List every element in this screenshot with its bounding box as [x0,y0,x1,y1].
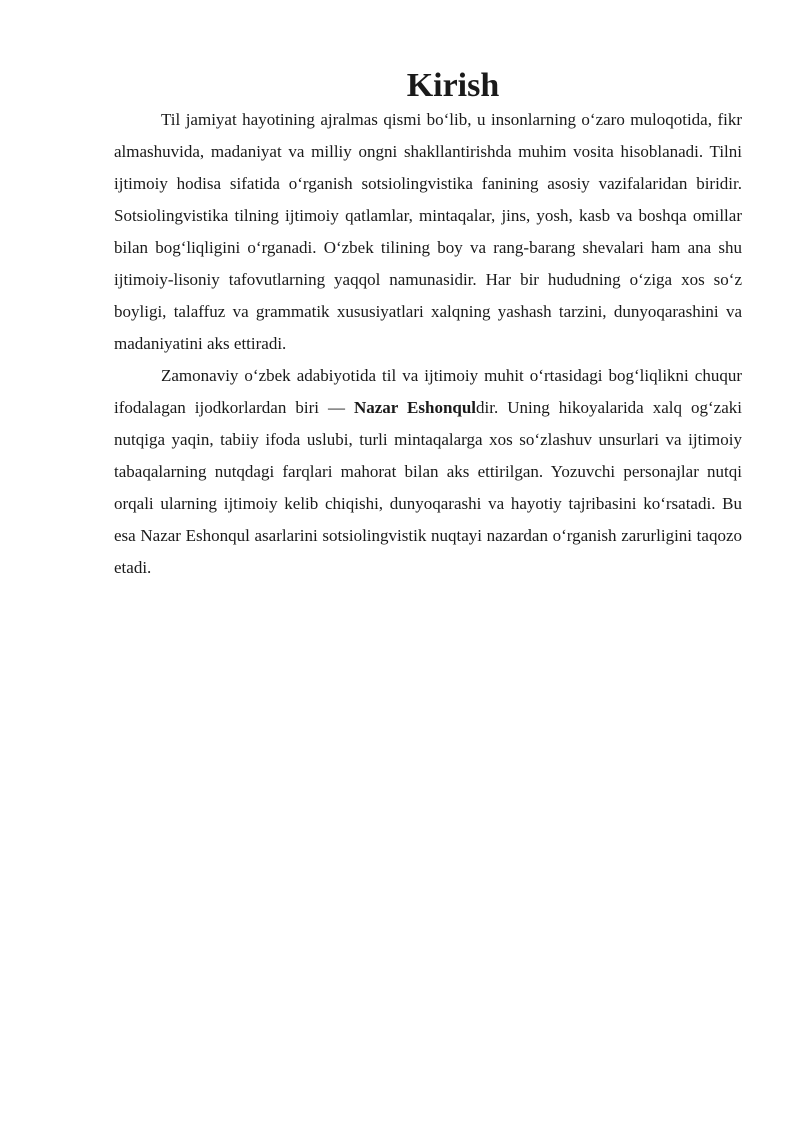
author-name: Nazar Eshonqul [353,398,477,417]
paragraph-author-text-after: dir. Uning hikoyalarida xalq og‘zaki nutqiga yaqin, tabiiy ifoda uslubi, turli mintaqalarga xos so‘zlashuv unsurlari va ijtimoiy tabaqalarning nutqdagi farqlari mahorat bilan aks ettirilgan. Yozuvchi personajlar nutqi orqali ularning ijtimoiy kelib chiqishi, dunyoqarashi va hayotiy tajribasini ko‘rsatadi. Bu esa Nazar Eshonqul asarlarini sotsiolingvistik nuqtayi nazardan o‘rganish zarurligini taqozo etadi. [114,398,742,577]
document-body [114,67,742,584]
paragraph-author [114,360,742,584]
paragraph-author-text-before: Zamonaviy o‘zbek adabiyotida til va ijtimoiy muhit o‘rtasidagi bog‘liqlikni chuqur ifodalagan ijodkorlardan biri — [114,366,742,417]
paragraph-intro: Til jamiyat hayotining ajralmas qismi bo‘lib, u insonlarning o‘zaro muloqotida, fikr almashuvida, madaniyat va milliy ongni shakllantirishda muhim vosita hisoblanadi. Tilni ijtimoiy hodisa sifatida o‘rganish sotsiolingvistika fanining asosiy vazifalaridan biridir. Sotsiolingvistika tilning ijtimoiy qatlamlar, mintaqalar, jins, yosh, kasb va boshqa omillar bilan bog‘liqligini o‘rganadi. O‘zbek tilining boy va rang-barang shevalari ham ana shu ijtimoiy-lisoniy tafovutlarning yaqqol namunasidir. Har bir hududning o‘ziga xos so‘z boyligi, talaffuz va grammatik xususiyatlari xalqning yashash tarzini, dunyoqarashini va madaniyatini aks ettiradi. [114,110,742,353]
document-title: Kirish [406,67,500,104]
